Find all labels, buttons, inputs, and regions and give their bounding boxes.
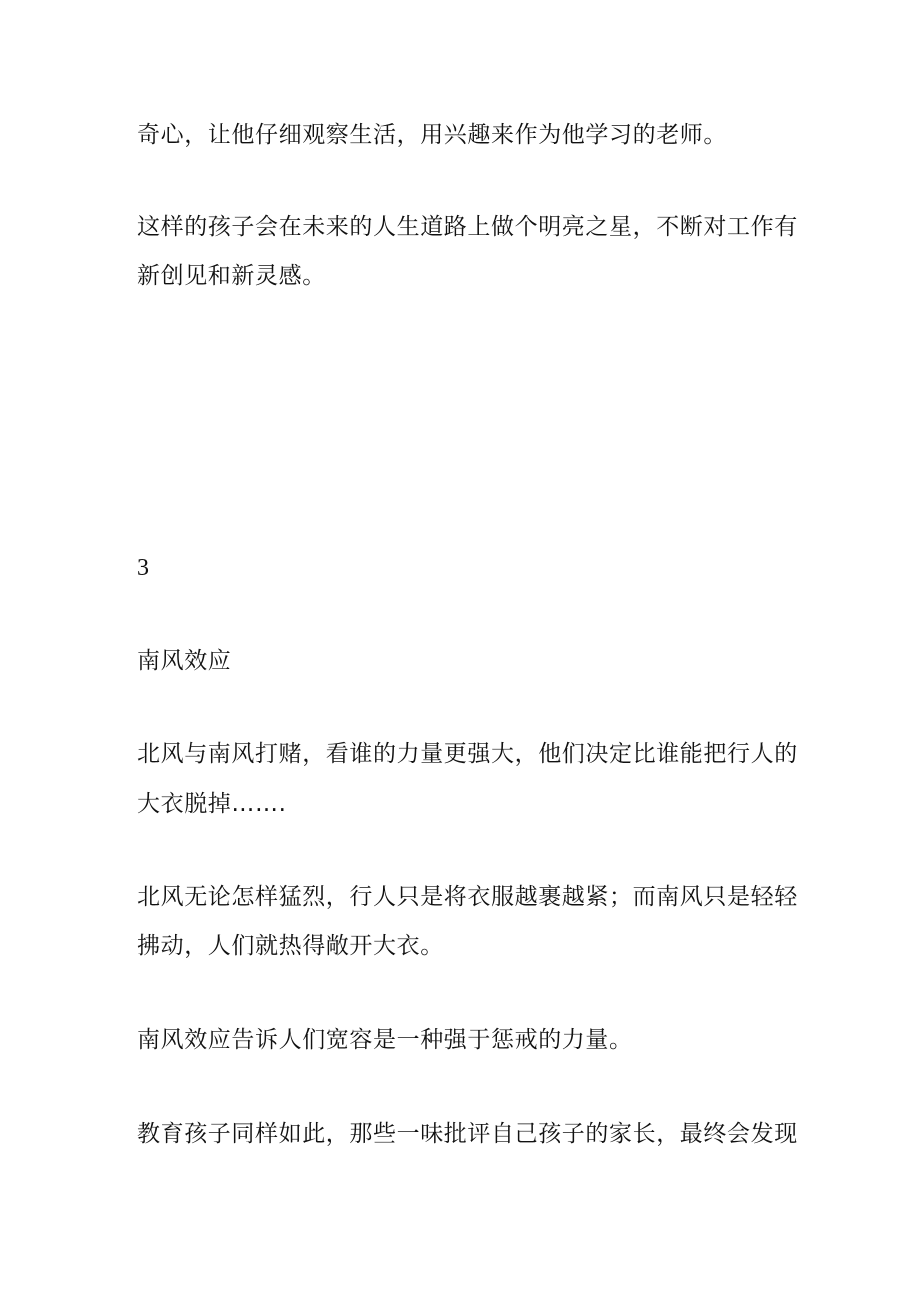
paragraph-line: 这样的孩子会在未来的人生道路上做个明亮之星，不断对工作有 (137, 214, 798, 240)
section-heading: 南风效应 (137, 648, 232, 674)
paragraph-line: 奇心，让他仔细观察生活，用兴趣来作为他学习的老师。 (137, 122, 727, 148)
paragraph-line: 南风效应告诉人们宽容是一种强于惩戒的力量。 (137, 1027, 633, 1053)
paragraph-line: 拂动，人们就热得敞开大衣。 (137, 933, 444, 959)
paragraph-line: 北风与南风打赌，看谁的力量更强大，他们决定比谁能把行人的 (137, 741, 798, 767)
paragraph-line: 新创见和新灵感。 (137, 263, 326, 289)
paragraph-line: 大衣脱掉……. (137, 791, 287, 817)
paragraph-line: 北风无论怎样猛烈，行人只是将衣服越裹越紧；而南风只是轻轻 (137, 884, 798, 910)
paragraph-line: 教育孩子同样如此，那些一味批评自己孩子的家长，最终会发现 (137, 1121, 798, 1147)
section-number: 3 (137, 555, 150, 581)
